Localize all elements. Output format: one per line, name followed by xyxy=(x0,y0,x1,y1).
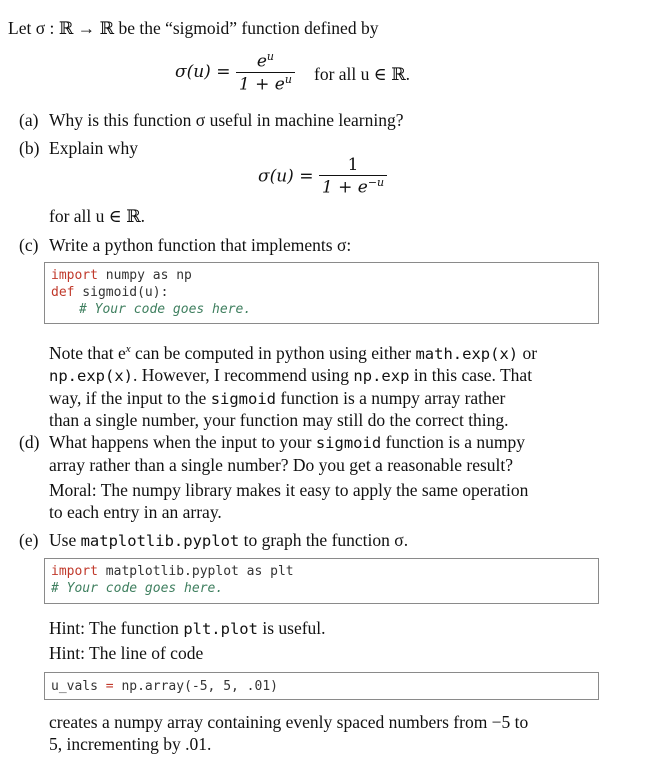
item-c-label: (c) xyxy=(19,235,39,255)
item-d-code-sigmoid: sigmoid xyxy=(315,434,382,452)
code-block-plot[interactable] xyxy=(44,558,599,604)
code2-import-rest: matplotlib.pyplot as plt xyxy=(97,564,294,579)
hint1-code-plt-plot: plt.plot xyxy=(183,620,258,638)
note-p4: . However, I recommend using xyxy=(133,365,354,386)
code2-comment: # Your code goes here. xyxy=(51,581,224,596)
note-line-3 xyxy=(49,388,609,411)
note-code-math-exp: math.exp(x) xyxy=(415,344,519,363)
code1-def-rest: sigmoid(u): xyxy=(74,285,169,300)
item-e-b: to graph the function σ. xyxy=(239,530,409,550)
item-d-line-1 xyxy=(49,432,609,455)
item-a-text: Why is this function σ useful in machine learning? xyxy=(49,110,404,130)
code1-line2 xyxy=(51,284,592,301)
item-a-label: (a) xyxy=(19,110,39,130)
code2-line2 xyxy=(51,580,592,597)
formula2-fraction xyxy=(319,155,387,198)
item-d-l1b: function is a numpy xyxy=(381,432,526,452)
closing-paragraph xyxy=(49,712,609,755)
note-code-sigmoid: sigmoid xyxy=(210,389,277,408)
item-d-text xyxy=(49,432,609,523)
formula2-suffix: for all u ∈ ℝ. xyxy=(49,206,146,226)
formula1-den-base: 1 + e xyxy=(238,74,285,95)
formula1-lhs: σ(u) = xyxy=(175,62,231,83)
code1-line3 xyxy=(51,301,592,318)
item-e-a: Use xyxy=(49,530,81,550)
note-p5: in this case. That xyxy=(409,365,533,386)
code3-equals: = xyxy=(97,679,122,694)
code3-expression: np.array(-5, 5, .01) xyxy=(121,679,278,694)
hint1-b: is useful. xyxy=(257,618,326,638)
formula1-fraction xyxy=(236,50,295,94)
hint-plot xyxy=(49,618,326,639)
item-d-line-3: Moral: The numpy library makes it easy to apply the same operation xyxy=(49,480,529,500)
formula2-numerator: 1 xyxy=(347,155,359,175)
hint-line-of-code: Hint: The line of code xyxy=(49,643,204,663)
formula1-num-base: e xyxy=(256,51,267,72)
note-code-np-exp-x: np.exp(x) xyxy=(49,367,133,386)
note-p8: than a single number, your function may still do the correct thing. xyxy=(49,410,509,431)
item-e-label: (e) xyxy=(19,530,39,550)
note-p7: function is a numpy array rather xyxy=(276,387,506,408)
formula2-den-base: 1 + e xyxy=(321,177,368,198)
formula1-denominator xyxy=(236,72,295,95)
intro-sentence: Let σ : ℝ → ℝ be the “sigmoid” function defined by xyxy=(8,18,379,38)
code1-import-keyword: import xyxy=(51,268,98,283)
code-block-sigmoid[interactable] xyxy=(44,262,599,324)
note-p3: or xyxy=(518,342,538,363)
formula1-suffix: for all u ∈ ℝ. xyxy=(314,64,411,84)
code-block-uvals[interactable] xyxy=(44,672,599,700)
formula1-den-exp: u xyxy=(284,72,292,86)
note-line-1 xyxy=(49,339,609,365)
closing-line-2: 5, incrementing by .01. xyxy=(49,733,212,754)
note-p1: Note that e xyxy=(49,342,126,363)
note-line-2 xyxy=(49,365,609,388)
code1-line1 xyxy=(51,267,592,284)
sigmoid-alternate-formula xyxy=(258,155,387,198)
code2-import-keyword: import xyxy=(51,564,98,579)
code1-comment: # Your code goes here. xyxy=(79,302,252,317)
note-p6: way, if the input to the xyxy=(49,387,211,408)
note-line-4 xyxy=(49,410,609,432)
sigmoid-definition-formula xyxy=(175,50,295,94)
formula2-lhs: σ(u) = xyxy=(258,166,314,187)
code3-variable: u_vals xyxy=(51,679,98,694)
note-code-np-exp: np.exp xyxy=(353,367,410,386)
item-e-text xyxy=(49,530,408,551)
formula1-num-exp: u xyxy=(266,50,274,63)
item-d-line-2: array rather than a single number? Do you get a reasonable result? xyxy=(49,454,514,475)
code2-line1 xyxy=(51,563,592,580)
item-b-text: Explain why xyxy=(49,138,138,158)
note-p1-exp: x xyxy=(125,343,131,355)
item-e-code-matplotlib: matplotlib.pyplot xyxy=(80,532,240,550)
code1-import-rest: numpy as np xyxy=(97,268,192,283)
item-d-label: (d) xyxy=(19,432,40,452)
formula2-denominator xyxy=(319,175,387,198)
closing-line-1: creates a numpy array containing evenly spaced numbers from −5 to xyxy=(49,712,529,732)
code1-def-keyword: def xyxy=(51,285,75,300)
item-d-line-4: to each entry in an array. xyxy=(49,501,222,522)
item-b-label: (b) xyxy=(19,138,40,158)
hint1-a: Hint: The function xyxy=(49,618,184,638)
item-c-text: Write a python function that implements σ: xyxy=(49,235,352,255)
item-d-l1a: What happens when the input to your xyxy=(49,432,316,452)
intro-text xyxy=(8,18,378,39)
formula2-den-exp: −u xyxy=(367,176,385,189)
formula1-numerator xyxy=(236,50,295,72)
note-paragraph xyxy=(49,339,609,432)
note-p2: can be computed in python using either xyxy=(130,342,416,363)
